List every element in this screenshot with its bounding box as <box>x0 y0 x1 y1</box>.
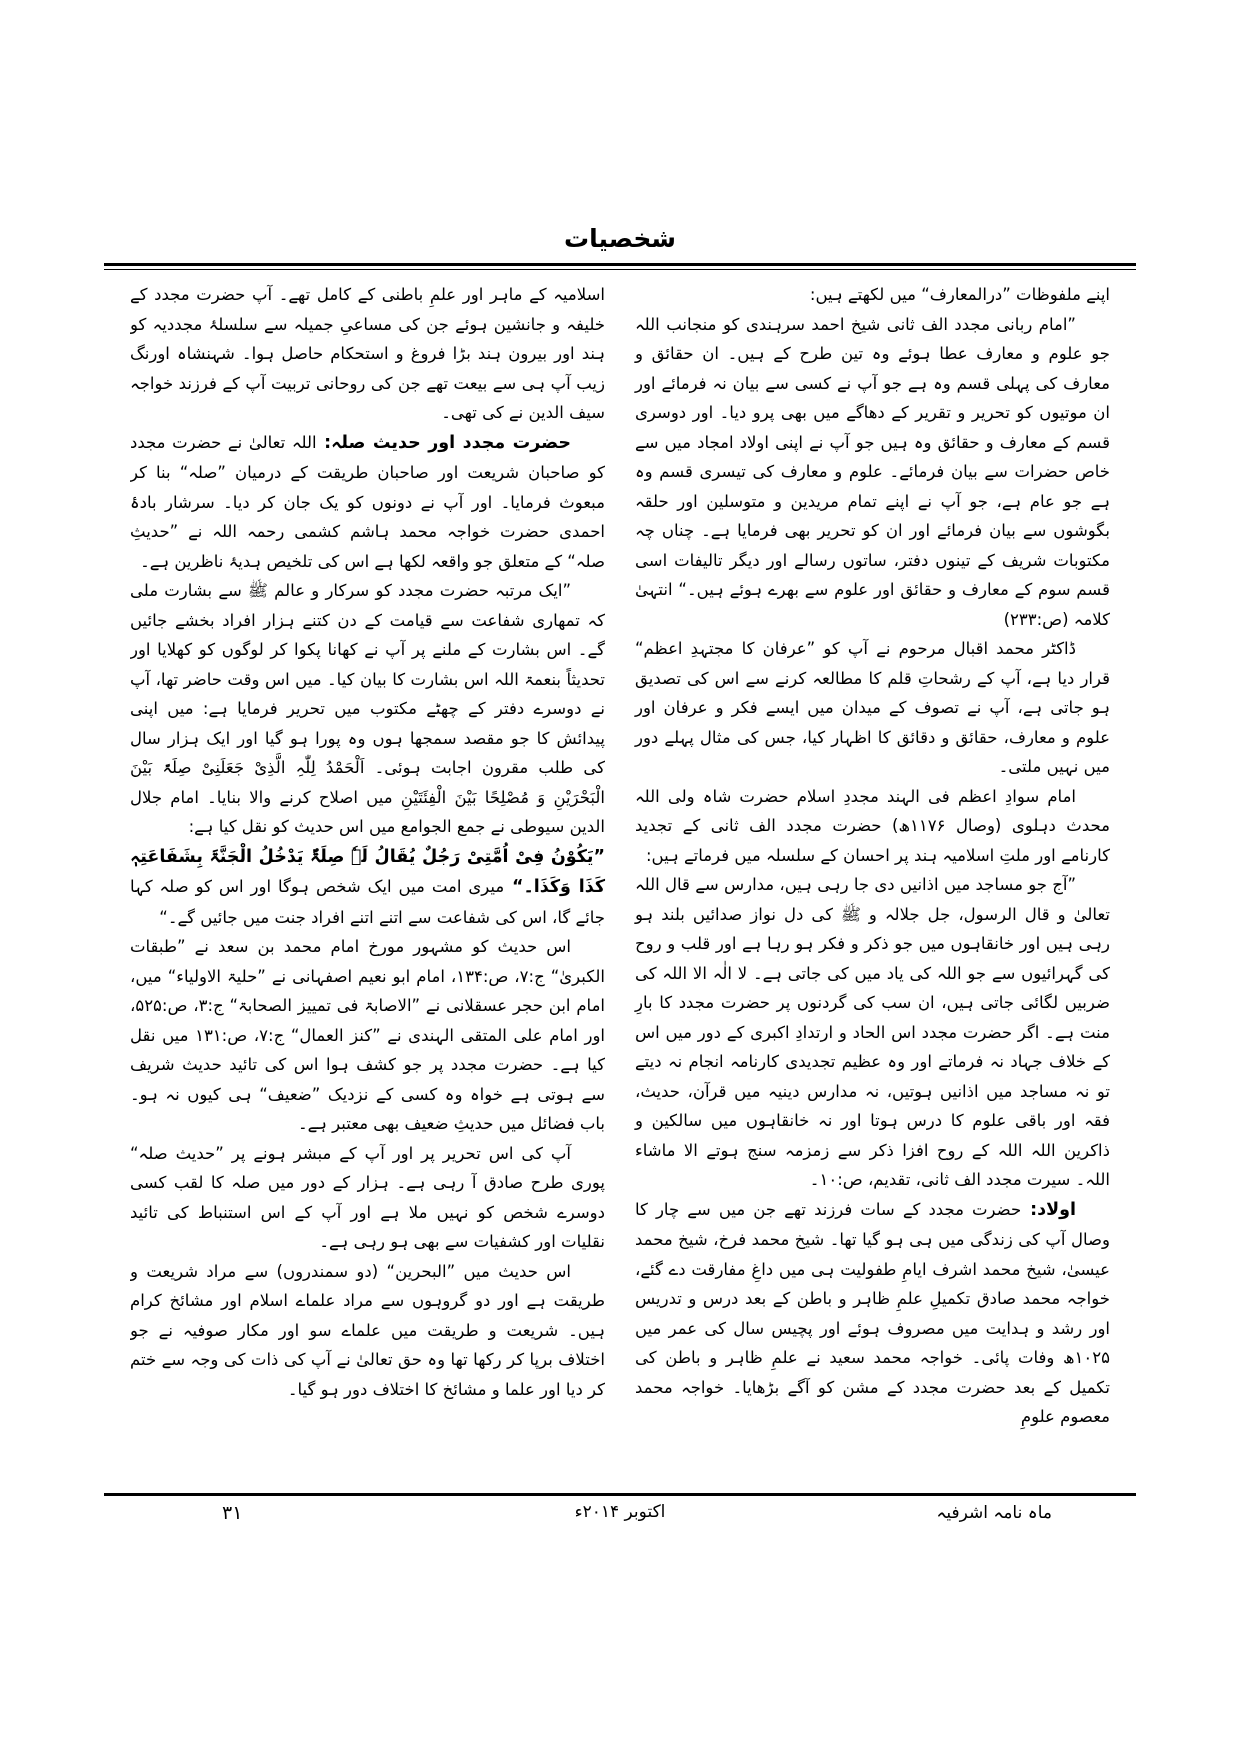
paragraph: ”امام ربانی مجدد الف ثانی شیخ احمد سرہندی کو منجانب اللہ جو علوم و معارف عطا ہوئے وہ تین طرح کے ہیں۔ ان حقائق و معارف کی پہلی قسم وہ ہے جو آپ نے کسی سے بیان نہ فرمائے اور ان موتیوں کو تحریر و تقریر کے دھاگے میں بھی پرو دیا۔ اور دوسری قسم کے معارف و حقائق وہ ہیں جو آپ نے اپنی اولاد امجاد میں سے خاص حضرات سے بیان فرمائے۔ علوم و معارف کی تیسری قسم وہ ہے جو عام ہے، جو آپ نے اپنے تمام مریدین و متوسلین اور حلقہ بگوشوں سے بیان فرمائے اور ان کو تحریر بھی فرمایا ہے۔ چناں چہ مکتوبات شریف کے تینوں دفتر، ساتوں رسالے اور دیگر تالیفات اسی قسم سوم کے معارف و حقائق اور علوم سے بھرے ہوئے ہیں۔“ انتہیٰ کلامہ (ص:۲۳۳) <box>635 314 1110 629</box>
paragraph-lead: ”یَکُوْنُ فِیْ اُمَّتِیْ رَجُلٌ یُقَالُ لَہٗ صِلَۃٌ یَدْخُلُ الْجَنَّۃَ بِشَفَاعَتِہٖ کَذَا وَکَذَا۔“ <box>130 846 606 897</box>
footer-magazine-name: ماہ نامہ اشرفیہ <box>936 1503 1052 1523</box>
paragraph: ”یَکُوْنُ فِیْ اُمَّتِیْ رَجُلٌ یُقَالُ لَہٗ صِلَۃٌ یَدْخُلُ الْجَنَّۃَ بِشَفَاعَتِہٖ کَذَا وَکَذَا۔“ میری امت میں ایک شخص ہوگا اور اس کو صلہ کہا جائے گا، اس کی شفاعت سے اتنے اتنے افراد جنت میں جائیں گے۔“ <box>130 846 606 927</box>
header-divider <box>104 263 1136 266</box>
paragraph: اولاد: حضرت مجدد کے سات فرزند تھے جن میں سے چار کا وصال آپ کی زندگی میں ہی ہو گیا تھا۔ شیخ محمد فرخ، شیخ محمد عیسیٰ، شیخ محمد اشرف ایامِ طفولیت ہی میں داغِ مفارقت دے گئے، خواجہ محمد صادق تکمیلِ علمِ ظاہر و باطن کے بعد درس و تدریس اور رشد و ہدایت میں مصروف ہوئے اور پچیس سال کی عمر میں ۱۰۲۵ھ وفات پائی۔ خواجہ محمد سعید نے علمِ ظاہر و باطن کی تکمیل کے بعد حضرت مجدد کے مشن کو آگے بڑھایا۔ خواجہ محمد معصوم علومِ <box>635 1199 1110 1426</box>
column-right <box>635 280 1110 1488</box>
paragraph: ڈاکٹر محمد اقبال مرحوم نے آپ کو ”عرفان کا مجتہدِ اعظم“ قرار دیا ہے، آپ کے رشحاتِ قلم کا مطالعہ کرنے سے اس کی تصدیق ہو جاتی ہے، آپ نے تصوف کے میدان میں ایسے فکر و عرفان اور علوم و معارف، حقائق و دقائق کا اظہار کیا، جس کی مثال پہلے دور میں نہیں ملتی۔ <box>635 639 1110 776</box>
paragraph: اسلامیہ کے ماہر اور علمِ باطنی کے کامل تھے۔ آپ حضرت مجدد کے خلیفہ و جانشین ہوئے جن کی مساعیِ جمیلہ سے سلسلۂ مجددیہ کو ہند اور بیرون ہند بڑا فروغ و استحکام حاصل ہوا۔ شہنشاہ اورنگ زیب آپ ہی سے بیعت تھے جن کی روحانی تربیت آپ کے فرزند خواجہ سیف الدین نے کی تھی۔ <box>130 285 605 422</box>
paragraph: ”آج جو مساجد میں اذانیں دی جا رہی ہیں، مدارس سے قال اللہ تعالیٰ و قال الرسول، جل جلالہ و ﷺ کی دل نواز صدائیں بلند ہو رہی ہیں اور خانقاہوں میں جو ذکر و فکر ہو رہا ہے اور قلب و روح کی گہرائیوں سے جو اللہ کی یاد میں کی جاتی ہے۔ لا الٰہ الا اللہ کی ضربیں لگائی جاتی ہیں، ان سب کی گردنوں پر حضرت مجدد کا بارِ منت ہے۔ اگر حضرت مجدد اس الحاد و ارتدادِ اکبری کے دور میں اس کے خلاف جہاد نہ فرماتے اور وہ عظیم تجدیدی کارنامہ انجام نہ دیتے تو نہ مساجد میں اذانیں ہوتیں، نہ مدارس دینیہ میں قرآن، حدیث، فقہ اور باقی علوم کا درس ہوتا اور نہ خانقاہوں میں سالکین و ذاکرین اللہ اللہ کے روح افزا ذکر سے زمزمہ سنج ہوتے الا ماشاء اللہ۔ سیرت مجدد الف ثانی، تقدیم، ص:۱۰۔ <box>635 875 1110 1189</box>
footer-page-number: ۳۱ <box>222 1502 243 1524</box>
paragraph-lead: اولاد: <box>1021 1199 1076 1220</box>
footer <box>0 1502 1240 1536</box>
footer-divider <box>104 1493 1136 1496</box>
paragraph: حضرت مجدد اور حدیث صلہ: اللہ تعالیٰ نے حضرت مجدد کو صاحبان شریعت اور صاحبان طریقت کے درمیان ”صلہ“ بنا کر مبعوث فرمایا۔ اور آپ نے دونوں کو یک جان کر دیا۔ سرشار بادۂ احمدی حضرت خواجہ محمد ہاشم کشمی رحمہ اللہ نے ”حدیثِ صلہ“ کے متعلق جو واقعہ لکھا ہے اس کی تلخیص ہدیۂ ناظرین ہے۔ <box>130 432 605 571</box>
paragraph-lead: حضرت مجدد اور حدیث صلہ: <box>316 432 572 453</box>
paragraph: اس حدیث میں ”البحرین“ (دو سمندروں) سے مراد شریعت و طریقت ہے اور دو گروہوں سے مراد علماے اسلام اور مشائخ کرام ہیں۔ شریعت و طریقت میں علماے سو اور مکار صوفیہ نے جو اختلاف برپا کر رکھا تھا وہ حق تعالیٰ نے آپ کی ذات کی وجہ سے ختم کر دیا اور علما و مشائخ کا اختلاف دور ہو گیا۔ <box>130 1261 605 1399</box>
header-divider-thin <box>104 269 1136 270</box>
paragraph: اس حدیث کو مشہور مورخ امام محمد بن سعد نے ”طبقات الکبریٰ“ ج:۷، ص:۱۳۴، امام ابو نعیم اصفہانی نے ”حلیۃ الاولیاء“ میں، امام ابن حجر عسقلانی نے ”الاصابۃ فی تمییز الصحابۃ“ ج:۳، ص:۵۲۵، اور امام علی المتقی الہندی نے ”کنز العمال“ ج:۷، ص:۱۳۱ میں نقل کیا ہے۔ حضرت مجدد پر جو کشف ہوا اس کی تائید حدیث شریف سے ہوتی ہے خواہ وہ کسی کے نزدیک ”ضعیف“ ہی کیوں نہ ہو۔ باب فضائل میں حدیثِ ضعیف بھی معتبر ہے۔ <box>130 937 605 1133</box>
column-left <box>130 280 605 1488</box>
paragraph: آپ کی اس تحریر پر اور آپ کے مبشر ہونے پر ”حدیث صلہ“ پوری طرح صادق آ رہی ہے۔ ہزار کے دور میں صلہ کا لقب کسی دوسرے شخص کو نہیں ملا ہے اور آپ کے اس استنباط کی تائید نقلیات اور کشفیات سے بھی ہو رہی ہے۔ <box>130 1143 605 1251</box>
section-title: شخصیات <box>564 224 676 253</box>
paragraph: امام سوادِ اعظم فی الہند مجددِ اسلام حضرت شاہ ولی اللہ محدث دہلوی (وصال ۱۱۷۶ھ) حضرت مجدد الف ثانی کے تجدید کارنامے اور ملتِ اسلامیہ ہند پر احسان کے سلسلہ میں فرماتے ہیں: <box>635 786 1110 865</box>
paragraph: ”ایک مرتبہ حضرت مجدد کو سرکار و عالم ﷺ سے بشارت ملی کہ تمھاری شفاعت سے قیامت کے دن کتنے ہزار افراد بخشے جائیں گے۔ اس بشارت کے ملنے پر آپ نے کھانا پکوا کر لوگوں کو کھلایا اور تحدیثاً بنعمۃ اللہ اس بشارت کا بیان کیا۔ میں اس وقت حاضر تھا، آپ نے دوسرے دفتر کے چھٹے مکتوب میں تحریر فرمایا ہے: میں اپنی پیدائش کا جو مقصد سمجھا ہوں وہ پورا ہو گیا اور ایک ہزار سال کی طلب مقرون اجابت ہوئی۔ اَلْحَمْدُ لِلّٰہِ الَّذِیْ جَعَلَنِیْ صِلَۃً بَیْنَ الْبَحْرَیْنِ وَ مُصْلِحًا بَیْنَ الْفِئَتَیْنِ میں اصلاح کرنے والا بنایا۔ امام جلال الدین سیوطی نے جمع الجوامع میں اس حدیث کو نقل کیا ہے: <box>130 581 605 836</box>
footer-date: اکتوبر ۲۰۱۴ء <box>574 1502 666 1522</box>
paragraph: اپنے ملفوظات ”درالمعارف“ میں لکھتے ہیں: <box>809 285 1110 304</box>
article-columns <box>130 280 1110 1488</box>
section-header <box>0 224 1240 253</box>
